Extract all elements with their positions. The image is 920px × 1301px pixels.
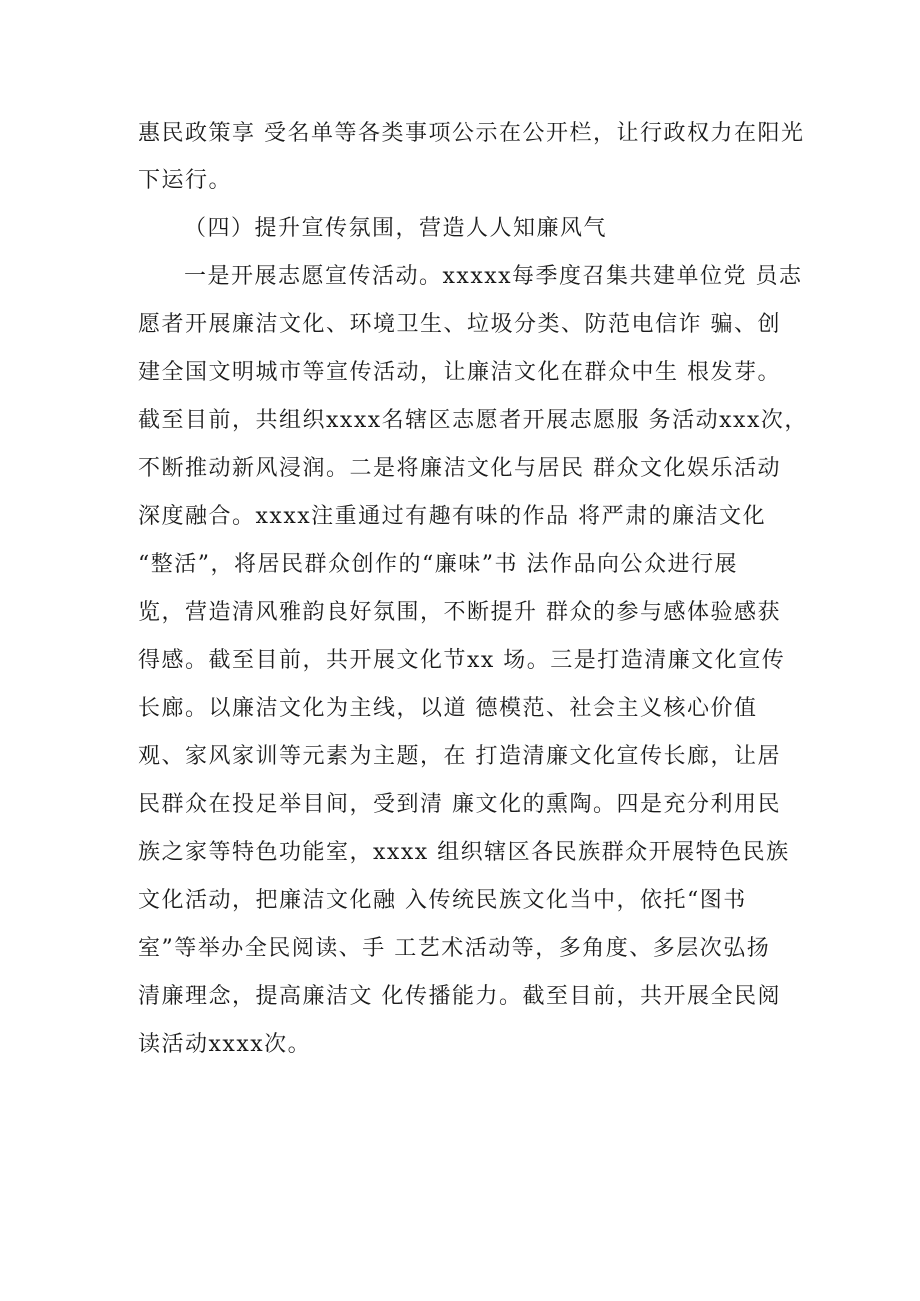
text-line-12: 得感。截至目前，共开展文化节xx 场。三是打造清廉文化宣传 bbox=[138, 648, 786, 673]
text-line-15: 民群众在投足举目间，受到清 廉文化的熏陶。四是充分利用民 bbox=[138, 792, 781, 817]
text-line-6: 建全国文明城市等宣传活动，让廉洁文化在群众中生 根发芽。 bbox=[138, 360, 781, 385]
text-line-2: 下运行。 bbox=[138, 168, 233, 193]
text-line-20: 读活动xxxx次。 bbox=[138, 1032, 312, 1057]
text-line-18: 室”等举办全民阅读、手 工艺术活动等，多角度、多层次弘扬 bbox=[138, 936, 771, 961]
text-line-7: 截至目前，共组织xxxx名辖区志愿者开展志愿服 务活动xxx次， bbox=[138, 408, 808, 433]
text-line-16: 族之家等特色功能室，xxxx 组织辖区各民族群众开展特色民族 bbox=[138, 840, 790, 865]
text-line-8: 不断推动新风浸润。二是将廉洁文化与居民 群众文化娱乐活动 bbox=[138, 456, 781, 481]
text-line-14: 观、家风家训等元素为主题，在 打造清廉文化宣传长廊，让居 bbox=[138, 744, 781, 769]
text-line-4: 一是开展志愿宣传活动。xxxxx每季度召集共建单位党 员志 bbox=[184, 264, 803, 289]
text-line-19: 清廉理念，提高廉洁文 化传播能力。截至目前，共开展全民阅 bbox=[138, 984, 781, 1009]
text-line-11: 览，营造清风雅韵良好氛围，不断提升 群众的参与感体验感获 bbox=[138, 600, 781, 625]
text-line-13: 长廊。以廉洁文化为主线，以道 德模范、社会主义核心价值 bbox=[138, 696, 758, 721]
text-line-10: “整活”，将居民群众创作的“廉味”书 法作品向公众进行展 bbox=[138, 552, 738, 577]
text-line-5: 愿者开展廉洁文化、环境卫生、垃圾分类、防范电信诈 骗、创 bbox=[138, 312, 781, 337]
text-line-1: 惠民政策享 受名单等各类事项公示在公开栏，让行政权力在阳光 bbox=[138, 121, 805, 146]
text-line-9: 深度融合。xxxx注重通过有趣有味的作品 将严肃的廉洁文化 bbox=[138, 504, 767, 529]
text-line-17: 文化活动，把廉洁文化融 入传统民族文化当中，依托“图书 bbox=[138, 888, 747, 913]
section-heading: （四）提升宣传氛围，营造人人知廉风气 bbox=[184, 216, 608, 241]
